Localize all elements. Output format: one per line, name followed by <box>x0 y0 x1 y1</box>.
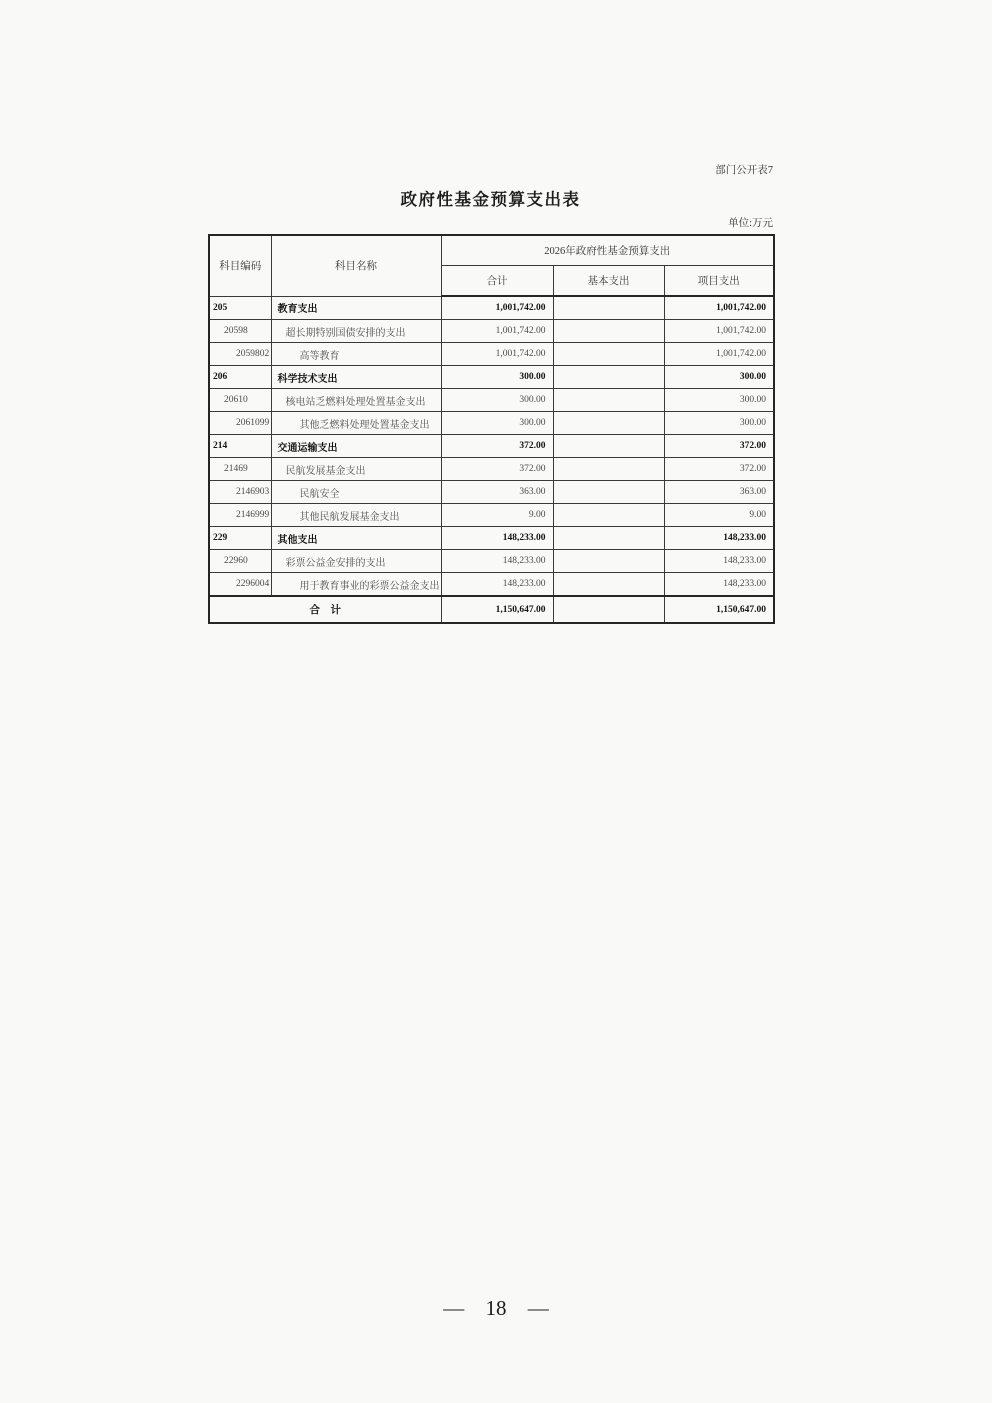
cell-code: 2296004 <box>209 573 271 597</box>
cell-project: 1,001,742.00 <box>664 296 774 320</box>
cell-name: 教育支出 <box>271 296 441 320</box>
unit-label: 单位:万元 <box>728 218 773 229</box>
cell-code: 2146903 <box>209 481 271 504</box>
cell-name: 用于教育事业的彩票公益金支出 <box>271 573 441 597</box>
cell-project: 9.00 <box>664 504 774 527</box>
cell-name: 民航安全 <box>271 481 441 504</box>
table-row <box>209 412 774 435</box>
table-row <box>209 320 774 343</box>
page-number: 18 <box>485 1296 507 1320</box>
cell-project: 1,001,742.00 <box>664 320 774 343</box>
cell-total: 148,233.00 <box>441 573 553 597</box>
cell-code: 2061099 <box>209 412 271 435</box>
cell-basic <box>553 527 664 550</box>
cell-project: 300.00 <box>664 389 774 412</box>
col-header-total: 合计 <box>441 266 553 297</box>
cell-basic <box>553 504 664 527</box>
cell-basic <box>553 296 664 320</box>
document-page <box>208 0 773 624</box>
cell-basic <box>553 550 664 573</box>
cell-code: 20610 <box>209 389 271 412</box>
table-row <box>209 504 774 527</box>
cell-code: 206 <box>209 366 271 389</box>
table-row <box>209 389 774 412</box>
cell-basic <box>553 596 664 623</box>
table-row <box>209 527 774 550</box>
cell-total: 372.00 <box>441 458 553 481</box>
page-title: 政府性基金预算支出表 <box>400 190 581 209</box>
cell-project: 372.00 <box>664 458 774 481</box>
cell-name: 彩票公益金安排的支出 <box>271 550 441 573</box>
table-row <box>209 458 774 481</box>
cell-total: 300.00 <box>441 412 553 435</box>
cell-total-label: 合 计 <box>209 596 441 623</box>
cell-name: 核电站乏燃料处理处置基金支出 <box>271 389 441 412</box>
table-row <box>209 550 774 573</box>
cell-name: 其他民航发展基金支出 <box>271 504 441 527</box>
cell-code: 21469 <box>209 458 271 481</box>
cell-name: 其他乏燃料处理处置基金支出 <box>271 412 441 435</box>
cell-total: 363.00 <box>441 481 553 504</box>
budget-table <box>208 234 775 624</box>
cell-code: 214 <box>209 435 271 458</box>
cell-project: 148,233.00 <box>664 550 774 573</box>
cell-total: 1,150,647.00 <box>441 596 553 623</box>
cell-project: 1,150,647.00 <box>664 596 774 623</box>
cell-basic <box>553 412 664 435</box>
cell-project: 372.00 <box>664 435 774 458</box>
table-row <box>209 435 774 458</box>
cell-total: 9.00 <box>441 504 553 527</box>
cell-code: 22960 <box>209 550 271 573</box>
cell-code: 229 <box>209 527 271 550</box>
cell-basic <box>553 343 664 366</box>
col-header-project: 项目支出 <box>664 266 774 297</box>
cell-code: 2059802 <box>209 343 271 366</box>
cell-basic <box>553 389 664 412</box>
cell-basic <box>553 573 664 597</box>
doc-label: 部门公开表7 <box>715 165 773 176</box>
cell-basic <box>553 366 664 389</box>
cell-project: 363.00 <box>664 481 774 504</box>
cell-total: 1,001,742.00 <box>441 320 553 343</box>
cell-basic <box>553 458 664 481</box>
cell-project: 1,001,742.00 <box>664 343 774 366</box>
cell-name: 科学技术支出 <box>271 366 441 389</box>
table-row <box>209 366 774 389</box>
cell-code: 2146999 <box>209 504 271 527</box>
table-row <box>209 573 774 597</box>
cell-name: 高等教育 <box>271 343 441 366</box>
footer-left-dash: — <box>443 1296 465 1320</box>
cell-project: 148,233.00 <box>664 527 774 550</box>
page-footer <box>0 1296 992 1321</box>
table-header <box>209 235 774 296</box>
cell-total: 372.00 <box>441 435 553 458</box>
table-row <box>209 296 774 320</box>
col-header-year-group: 2026年政府性基金预算支出 <box>441 235 774 266</box>
cell-project: 300.00 <box>664 412 774 435</box>
cell-total: 300.00 <box>441 366 553 389</box>
cell-total: 1,001,742.00 <box>441 296 553 320</box>
cell-basic <box>553 481 664 504</box>
cell-name: 交通运输支出 <box>271 435 441 458</box>
table-row <box>209 481 774 504</box>
col-header-name: 科目名称 <box>271 235 441 296</box>
cell-total: 300.00 <box>441 389 553 412</box>
cell-name: 其他支出 <box>271 527 441 550</box>
cell-code: 205 <box>209 296 271 320</box>
col-header-code: 科目编码 <box>209 235 271 296</box>
cell-name: 超长期特别国债安排的支出 <box>271 320 441 343</box>
table-body <box>209 296 774 623</box>
cell-code: 20598 <box>209 320 271 343</box>
cell-project: 148,233.00 <box>664 573 774 597</box>
footer-right-dash: — <box>527 1296 549 1320</box>
cell-total: 148,233.00 <box>441 527 553 550</box>
cell-total: 148,233.00 <box>441 550 553 573</box>
table-total-row <box>209 596 774 623</box>
cell-basic <box>553 320 664 343</box>
table-row <box>209 343 774 366</box>
cell-project: 300.00 <box>664 366 774 389</box>
cell-basic <box>553 435 664 458</box>
cell-total: 1,001,742.00 <box>441 343 553 366</box>
cell-name: 民航发展基金支出 <box>271 458 441 481</box>
col-header-basic: 基本支出 <box>553 266 664 297</box>
